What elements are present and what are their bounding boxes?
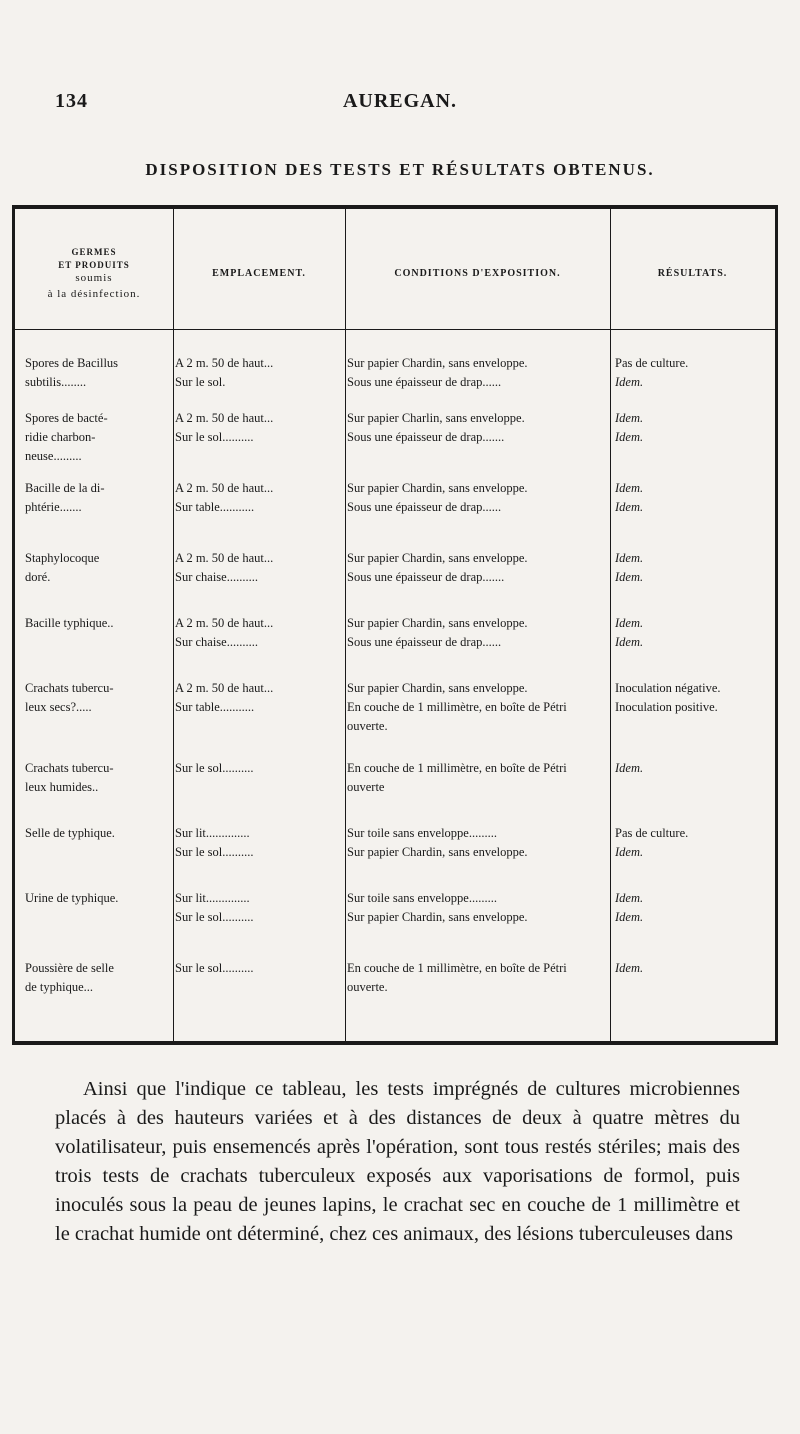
- resultat-cell-line: Idem.: [615, 411, 644, 425]
- page-number: 134: [55, 90, 88, 112]
- germe-cell-line: Poussière de selle: [25, 961, 114, 975]
- conditions-cell-line: En couche de 1 millimètre, en boîte de Pétri ouverte: [347, 761, 567, 794]
- header-rule: [15, 329, 775, 330]
- resultat-cell-line: Idem.: [615, 761, 644, 775]
- germe-cell: [25, 679, 173, 717]
- emplacement-cell-line: Sur le sol..........: [175, 430, 254, 444]
- emplacement-cell: [175, 354, 345, 392]
- conditions-cell-line: Sur papier Chardin, sans enveloppe.: [347, 481, 528, 495]
- table-title: DISPOSITION DES TESTS ET RÉSULTATS OBTENUS.: [145, 160, 655, 179]
- germe-cell-line: ridie charbon-: [25, 430, 96, 444]
- emplacement-cell: [175, 889, 345, 927]
- emplacement-cell: [175, 824, 345, 862]
- resultat-cell: [615, 889, 780, 927]
- emplacement-cell: [175, 479, 345, 517]
- resultat-cell-line: Idem.: [615, 616, 644, 630]
- emplacement-cell-line: Sur chaise..........: [175, 570, 258, 584]
- body-paragraph: Ainsi que l'indique ce tableau, les tests imprégnés de cultures microbiennes placés à des hauteurs variées et à des distances de deux à quatre mètres du volatilisateur, puis ensemencés après l'opération, sont tous restés stériles; mais des trois tests de crachats tuberculeux exposés aux vaporisations de formol, puis inoculés sous la peau de jeunes lapins, le crachat sec en couche de 1 millimètre et le crachat humide ont déterminé, chez ces animaux, des lésions tuberculeuses dans: [55, 1078, 740, 1245]
- emplacement-cell-line: Sur lit..............: [175, 891, 250, 905]
- running-head: [40, 90, 760, 114]
- resultat-cell: [615, 354, 780, 392]
- emplacement-cell: [175, 409, 345, 447]
- germe-cell-line: Spores de bacté-: [25, 411, 108, 425]
- germe-cell: [25, 824, 173, 843]
- emplacement-cell-line: Sur table...........: [175, 700, 255, 714]
- conditions-cell: [347, 614, 607, 652]
- germe-cell: [25, 759, 173, 797]
- germe-cell-line: Urine de typhique.: [25, 891, 119, 905]
- conditions-cell-line: Sur toile sans enveloppe.........: [347, 826, 497, 840]
- conditions-cell-line: Sous une épaisseur de drap......: [347, 375, 502, 389]
- germe-cell-line: Selle de typhique.: [25, 826, 115, 840]
- resultat-cell-line: Inoculation négative.: [615, 681, 721, 695]
- resultat-cell: [615, 959, 780, 978]
- conditions-cell-line: Sous une épaisseur de drap.......: [347, 570, 505, 584]
- header-emplacement: EMPLACEMENT.: [212, 268, 306, 279]
- germe-cell-line: subtilis........: [25, 375, 87, 389]
- resultat-cell: [615, 824, 780, 862]
- conditions-cell-line: Sur papier Charlin, sans enveloppe.: [347, 411, 525, 425]
- emplacement-cell-line: Sur le sol..........: [175, 761, 254, 775]
- resultat-cell-line: Idem.: [615, 891, 644, 905]
- conditions-cell: [347, 549, 607, 587]
- germe-cell-line: Spores de Bacillus: [25, 356, 119, 370]
- germe-cell: [25, 959, 173, 997]
- conditions-cell-line: Sous une épaisseur de drap......: [347, 635, 502, 649]
- column-divider: [345, 209, 346, 1041]
- emplacement-cell-line: Sur chaise..........: [175, 635, 258, 649]
- resultat-cell: [615, 614, 780, 652]
- conditions-cell: [347, 679, 607, 736]
- resultat-cell: [615, 759, 780, 778]
- emplacement-cell-line: Sur le sol..........: [175, 961, 254, 975]
- results-table: [12, 205, 778, 1045]
- germe-cell: [25, 354, 173, 392]
- emplacement-cell-line: Sur le sol.: [175, 375, 226, 389]
- emplacement-cell-line: A 2 m. 50 de haut...: [175, 616, 274, 630]
- resultat-cell-line: Idem.: [615, 430, 644, 444]
- conditions-cell-line: Sur toile sans enveloppe.........: [347, 891, 497, 905]
- emplacement-cell-line: Sur table...........: [175, 500, 255, 514]
- resultat-cell-line: Pas de culture.: [615, 356, 689, 370]
- conditions-cell-line: Sur papier Chardin, sans enveloppe.: [347, 551, 528, 565]
- germe-cell-line: Crachats tubercu-: [25, 761, 114, 775]
- emplacement-cell-line: A 2 m. 50 de haut...: [175, 481, 274, 495]
- germe-cell: [25, 409, 173, 466]
- resultat-cell-line: Idem.: [615, 961, 644, 975]
- resultat-cell-line: Idem.: [615, 570, 644, 584]
- conditions-cell: [347, 759, 607, 797]
- conditions-cell: [347, 479, 607, 517]
- emplacement-cell: [175, 759, 345, 778]
- conditions-cell-line: En couche de 1 millimètre, en boîte de Pétri ouverte.: [347, 961, 567, 994]
- header-germes-line: à la désinfection.: [47, 287, 141, 300]
- conditions-cell-line: Sur papier Chardin, sans enveloppe.: [347, 910, 528, 924]
- resultat-cell-line: Idem.: [615, 910, 644, 924]
- resultat-cell-line: Idem.: [615, 551, 644, 565]
- conditions-cell-line: Sous une épaisseur de drap.......: [347, 430, 505, 444]
- conditions-cell-line: Sur papier Chardin, sans enveloppe.: [347, 356, 528, 370]
- header-germes: [15, 219, 173, 329]
- germe-cell: [25, 479, 173, 517]
- resultat-cell-line: Idem.: [615, 500, 644, 514]
- emplacement-cell: [175, 614, 345, 652]
- emplacement-cell-line: Sur le sol..........: [175, 845, 254, 859]
- conditions-cell: [347, 959, 607, 997]
- conditions-cell: [347, 354, 607, 392]
- emplacement-cell-line: A 2 m. 50 de haut...: [175, 551, 274, 565]
- header-resultats: RÉSULTATS.: [657, 268, 728, 279]
- germe-cell-line: Bacille de la di-: [25, 481, 105, 495]
- germe-cell-line: phtérie.......: [25, 500, 82, 514]
- header-conditions: CONDITIONS D'EXPOSITION.: [394, 268, 561, 279]
- emplacement-cell: [175, 679, 345, 717]
- resultat-cell: [615, 679, 780, 717]
- conditions-cell-line: Sous une épaisseur de drap......: [347, 500, 502, 514]
- conditions-cell-line: En couche de 1 millimètre, en boîte de Pétri ouverte.: [347, 700, 567, 733]
- germe-cell: [25, 889, 173, 908]
- conditions-cell: [347, 409, 607, 447]
- emplacement-cell-line: Sur le sol..........: [175, 910, 254, 924]
- germe-cell-line: leux secs?.....: [25, 700, 92, 714]
- emplacement-cell-line: A 2 m. 50 de haut...: [175, 681, 274, 695]
- germe-cell-line: Staphylocoque: [25, 551, 100, 565]
- resultat-cell-line: Idem.: [615, 845, 644, 859]
- germe-cell: [25, 614, 173, 633]
- header-germes-line: soumis: [75, 272, 113, 285]
- conditions-cell-line: Sur papier Chardin, sans enveloppe.: [347, 845, 528, 859]
- emplacement-cell-line: A 2 m. 50 de haut...: [175, 411, 274, 425]
- germe-cell: [25, 549, 173, 587]
- column-divider: [173, 209, 174, 1041]
- resultat-cell-line: Idem.: [615, 481, 644, 495]
- conditions-cell: [347, 889, 607, 927]
- emplacement-cell-line: A 2 m. 50 de haut...: [175, 356, 274, 370]
- column-divider: [610, 209, 611, 1041]
- resultat-cell-line: Inoculation positive.: [615, 700, 718, 714]
- header-germes-line: ET PRODUITS: [58, 259, 130, 270]
- resultat-cell: [615, 409, 780, 447]
- resultat-cell: [615, 479, 780, 517]
- germe-cell-line: leux humides..: [25, 780, 99, 794]
- emplacement-cell: [175, 549, 345, 587]
- germe-cell-line: Bacille typhique..: [25, 616, 114, 630]
- emplacement-cell: [175, 959, 345, 978]
- conditions-cell-line: Sur papier Chardin, sans enveloppe.: [347, 681, 528, 695]
- resultat-cell-line: Pas de culture.: [615, 826, 689, 840]
- conditions-cell: [347, 824, 607, 862]
- germe-cell-line: neuse.........: [25, 449, 82, 463]
- emplacement-cell-line: Sur lit..............: [175, 826, 250, 840]
- conditions-cell-line: Sur papier Chardin, sans enveloppe.: [347, 616, 528, 630]
- header-germes-line: GERMES: [71, 247, 117, 258]
- resultat-cell-line: Idem.: [615, 375, 644, 389]
- resultat-cell: [615, 549, 780, 587]
- germe-cell-line: Crachats tubercu-: [25, 681, 114, 695]
- germe-cell-line: doré.: [25, 570, 51, 584]
- germe-cell-line: de typhique...: [25, 980, 94, 994]
- running-title: AUREGAN.: [342, 90, 458, 112]
- resultat-cell-line: Idem.: [615, 635, 644, 649]
